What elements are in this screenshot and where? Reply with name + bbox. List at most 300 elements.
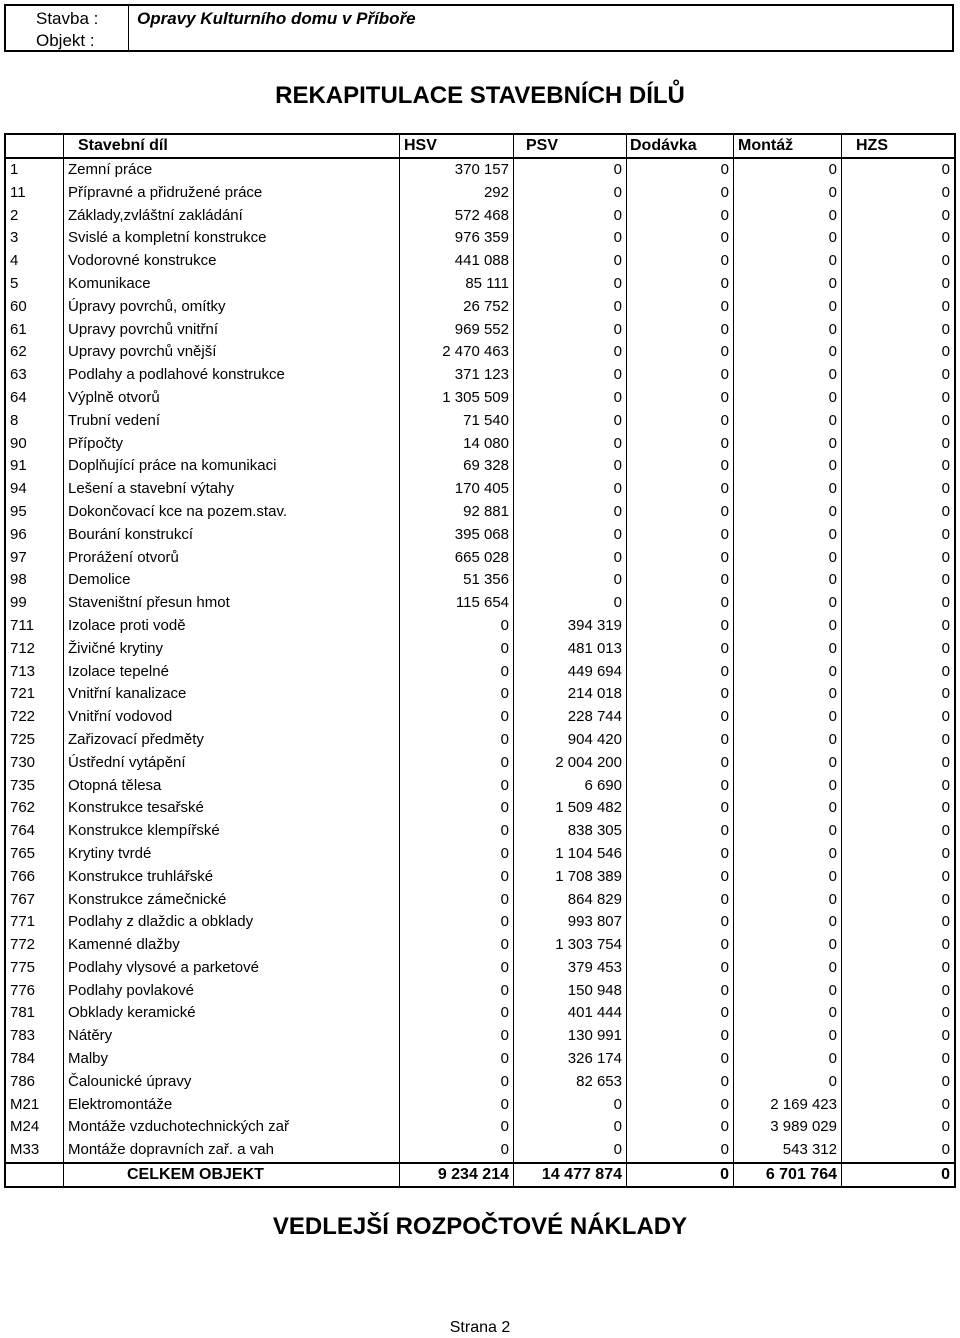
row-hzs: 0 <box>941 343 950 361</box>
row-montaz: 0 <box>734 273 842 296</box>
row-dodavka: 0 <box>627 638 734 661</box>
row-psv: 481 013 <box>514 638 627 661</box>
row-psv: 0 <box>514 455 627 478</box>
row-psv: 1 708 389 <box>514 866 627 889</box>
row-hsv: 292 <box>400 182 514 205</box>
row-montaz: 0 <box>734 387 842 410</box>
row-dodavka: 0 <box>627 729 734 752</box>
row-name: Izolace proti vodě <box>64 615 400 638</box>
row-hzs: 0 <box>941 571 950 589</box>
row-hsv: 665 028 <box>400 547 514 570</box>
table-row <box>6 319 954 342</box>
recap-table <box>4 133 956 1188</box>
row-montaz: 0 <box>734 638 842 661</box>
row-hzs: 0 <box>941 1050 950 1068</box>
row-name: Staveništní přesun hmot <box>64 592 400 615</box>
row-code: 97 <box>6 547 64 570</box>
table-row <box>6 592 954 615</box>
row-dodavka: 0 <box>627 1071 734 1094</box>
row-psv: 0 <box>514 592 627 615</box>
table-row <box>6 341 954 364</box>
row-psv: 214 018 <box>514 683 627 706</box>
row-montaz: 0 <box>734 820 842 843</box>
table-row <box>6 501 954 524</box>
col-montaz: Montáž <box>734 135 842 157</box>
total-row <box>6 1162 954 1186</box>
row-code: 2 <box>6 205 64 228</box>
row-code: 781 <box>6 1002 64 1025</box>
row-psv: 394 319 <box>514 615 627 638</box>
row-code: 8 <box>6 410 64 433</box>
row-hzs: 0 <box>941 1004 950 1022</box>
row-hsv: 51 356 <box>400 569 514 592</box>
row-montaz: 0 <box>734 752 842 775</box>
row-name: Konstrukce truhlářské <box>64 866 400 889</box>
row-code: 96 <box>6 524 64 547</box>
row-dodavka: 0 <box>627 934 734 957</box>
row-psv: 0 <box>514 159 627 182</box>
row-name: Doplňující práce na komunikaci <box>64 455 400 478</box>
row-hsv: 0 <box>400 683 514 706</box>
row-dodavka: 0 <box>627 227 734 250</box>
row-code: 713 <box>6 661 64 684</box>
table-row <box>6 775 954 798</box>
row-montaz: 3 989 029 <box>734 1116 842 1139</box>
row-psv: 0 <box>514 501 627 524</box>
row-hzs: 0 <box>941 161 950 178</box>
row-hzs: 0 <box>941 799 950 817</box>
total-code <box>6 1164 64 1186</box>
table-row <box>6 911 954 934</box>
row-psv: 864 829 <box>514 889 627 912</box>
table-row <box>6 433 954 456</box>
row-dodavka: 0 <box>627 843 734 866</box>
row-dodavka: 0 <box>627 387 734 410</box>
row-name: Upravy povrchů vnější <box>64 341 400 364</box>
row-dodavka: 0 <box>627 410 734 433</box>
row-dodavka: 0 <box>627 205 734 228</box>
row-code: 91 <box>6 455 64 478</box>
row-psv: 0 <box>514 227 627 250</box>
row-dodavka: 0 <box>627 364 734 387</box>
row-dodavka: 0 <box>627 547 734 570</box>
row-psv: 0 <box>514 1116 627 1139</box>
row-hzs: 0 <box>941 548 950 566</box>
row-hsv: 0 <box>400 797 514 820</box>
row-psv: 1 104 546 <box>514 843 627 866</box>
row-psv: 1 509 482 <box>514 797 627 820</box>
row-hsv: 0 <box>400 752 514 775</box>
row-montaz: 0 <box>734 341 842 364</box>
row-name: Ústřední vytápění <box>64 752 400 775</box>
table-row <box>6 364 954 387</box>
row-psv: 838 305 <box>514 820 627 843</box>
row-hsv: 0 <box>400 1002 514 1025</box>
row-dodavka: 0 <box>627 1139 734 1162</box>
row-dodavka: 0 <box>627 889 734 912</box>
row-name: Konstrukce klempířské <box>64 820 400 843</box>
row-code: 63 <box>6 364 64 387</box>
row-name: Zařizovací předměty <box>64 729 400 752</box>
row-montaz: 0 <box>734 706 842 729</box>
row-code: 1 <box>6 159 64 182</box>
row-psv: 0 <box>514 296 627 319</box>
row-dodavka: 0 <box>627 866 734 889</box>
row-hzs: 0 <box>941 616 950 634</box>
row-name: Vodorovné konstrukce <box>64 250 400 273</box>
row-dodavka: 0 <box>627 752 734 775</box>
row-montaz: 0 <box>734 592 842 615</box>
row-psv: 0 <box>514 250 627 273</box>
row-dodavka: 0 <box>627 957 734 980</box>
row-dodavka: 0 <box>627 455 734 478</box>
table-row <box>6 1071 954 1094</box>
row-montaz: 0 <box>734 615 842 638</box>
row-name: Živičné krytiny <box>64 638 400 661</box>
table-row <box>6 250 954 273</box>
row-hzs: 0 <box>941 936 950 954</box>
total-hzs: 0 <box>941 1166 950 1184</box>
row-hsv: 0 <box>400 911 514 934</box>
row-name: Obklady keramické <box>64 1002 400 1025</box>
row-name: Malby <box>64 1048 400 1071</box>
table-row <box>6 1094 954 1117</box>
row-hzs: 0 <box>941 229 950 247</box>
row-dodavka: 0 <box>627 661 734 684</box>
row-code: 735 <box>6 775 64 798</box>
row-psv: 379 453 <box>514 957 627 980</box>
table-row <box>6 273 954 296</box>
row-montaz: 0 <box>734 683 842 706</box>
row-hzs: 0 <box>941 297 950 315</box>
row-code: 90 <box>6 433 64 456</box>
row-hzs: 0 <box>941 753 950 771</box>
row-name: Svislé a kompletní konstrukce <box>64 227 400 250</box>
row-name: Izolace tepelné <box>64 661 400 684</box>
col-dil: Stavební díl <box>64 135 400 157</box>
row-psv: 150 948 <box>514 980 627 1003</box>
row-hsv: 85 111 <box>400 273 514 296</box>
row-psv: 130 991 <box>514 1025 627 1048</box>
section-title: VEDLEJŠÍ ROZPOČTOVÉ NÁKLADY <box>272 1213 688 1240</box>
row-code: 784 <box>6 1048 64 1071</box>
row-psv: 0 <box>514 319 627 342</box>
row-name: Krytiny tvrdé <box>64 843 400 866</box>
row-hzs: 0 <box>941 1141 950 1159</box>
row-hsv: 976 359 <box>400 227 514 250</box>
row-hzs: 0 <box>941 662 950 680</box>
table-row <box>6 615 954 638</box>
row-montaz: 0 <box>734 1048 842 1071</box>
row-name: Podlahy z dlaždic a obklady <box>64 911 400 934</box>
row-code: 99 <box>6 592 64 615</box>
row-psv: 0 <box>514 433 627 456</box>
row-montaz: 0 <box>734 797 842 820</box>
row-name: Úpravy povrchů, omítky <box>64 296 400 319</box>
table-row <box>6 638 954 661</box>
row-montaz: 0 <box>734 729 842 752</box>
row-dodavka: 0 <box>627 911 734 934</box>
row-montaz: 0 <box>734 182 842 205</box>
row-montaz: 0 <box>734 1025 842 1048</box>
row-hsv: 0 <box>400 615 514 638</box>
row-code: 783 <box>6 1025 64 1048</box>
page-number: Strana 2 <box>449 1319 511 1336</box>
table-row <box>6 661 954 684</box>
row-hsv: 0 <box>400 661 514 684</box>
row-code: 94 <box>6 478 64 501</box>
row-hsv: 0 <box>400 1071 514 1094</box>
row-montaz: 0 <box>734 843 842 866</box>
row-code: 95 <box>6 501 64 524</box>
row-psv: 1 303 754 <box>514 934 627 957</box>
row-psv: 2 004 200 <box>514 752 627 775</box>
table-row <box>6 159 954 182</box>
table-row <box>6 683 954 706</box>
row-code: M24 <box>6 1116 64 1139</box>
table-row <box>6 387 954 410</box>
row-hsv: 0 <box>400 843 514 866</box>
table-row <box>6 980 954 1003</box>
row-montaz: 0 <box>734 569 842 592</box>
row-code: 775 <box>6 957 64 980</box>
row-montaz: 0 <box>734 433 842 456</box>
row-name: Zemní práce <box>64 159 400 182</box>
row-psv: 0 <box>514 341 627 364</box>
row-dodavka: 0 <box>627 341 734 364</box>
row-code: M21 <box>6 1094 64 1117</box>
row-dodavka: 0 <box>627 524 734 547</box>
total-hsv: 9 234 214 <box>400 1164 514 1186</box>
row-dodavka: 0 <box>627 797 734 820</box>
row-hzs: 0 <box>941 1118 950 1136</box>
row-hzs: 0 <box>941 890 950 908</box>
row-name: Elektromontáže <box>64 1094 400 1117</box>
row-hzs: 0 <box>941 594 950 612</box>
table-row <box>6 410 954 433</box>
row-code: 765 <box>6 843 64 866</box>
row-montaz: 0 <box>734 455 842 478</box>
row-montaz: 0 <box>734 661 842 684</box>
row-code: 722 <box>6 706 64 729</box>
row-name: Prorážení otvorů <box>64 547 400 570</box>
table-row <box>6 205 954 228</box>
row-hzs: 0 <box>941 480 950 498</box>
row-psv: 0 <box>514 478 627 501</box>
row-dodavka: 0 <box>627 615 734 638</box>
table-row <box>6 1139 954 1162</box>
row-psv: 228 744 <box>514 706 627 729</box>
row-psv: 0 <box>514 182 627 205</box>
row-psv: 82 653 <box>514 1071 627 1094</box>
row-name: Lešení a stavební výtahy <box>64 478 400 501</box>
row-montaz: 0 <box>734 1002 842 1025</box>
row-hzs: 0 <box>941 1095 950 1113</box>
col-psv: PSV <box>514 135 627 157</box>
table-row <box>6 1025 954 1048</box>
row-code: 711 <box>6 615 64 638</box>
row-hsv: 14 080 <box>400 433 514 456</box>
row-hzs: 0 <box>941 320 950 338</box>
table-row <box>6 889 954 912</box>
row-code: 771 <box>6 911 64 934</box>
table-row <box>6 524 954 547</box>
row-psv: 0 <box>514 547 627 570</box>
row-hzs: 0 <box>941 776 950 794</box>
table-row <box>6 569 954 592</box>
row-hsv: 0 <box>400 980 514 1003</box>
row-code: 766 <box>6 866 64 889</box>
row-hsv: 0 <box>400 706 514 729</box>
row-hzs: 0 <box>941 525 950 543</box>
row-code: 764 <box>6 820 64 843</box>
row-name: Vnitřní kanalizace <box>64 683 400 706</box>
row-code: 730 <box>6 752 64 775</box>
row-hzs: 0 <box>941 366 950 384</box>
row-name: Montáže dopravních zař. a vah <box>64 1139 400 1162</box>
row-hzs: 0 <box>941 685 950 703</box>
row-psv: 326 174 <box>514 1048 627 1071</box>
row-hzs: 0 <box>941 1027 950 1045</box>
row-hzs: 0 <box>941 730 950 748</box>
row-dodavka: 0 <box>627 706 734 729</box>
table-row <box>6 296 954 319</box>
row-montaz: 2 169 423 <box>734 1094 842 1117</box>
header-labels <box>6 6 129 50</box>
row-hsv: 0 <box>400 1048 514 1071</box>
row-dodavka: 0 <box>627 980 734 1003</box>
row-dodavka: 0 <box>627 319 734 342</box>
row-montaz: 0 <box>734 296 842 319</box>
row-montaz: 0 <box>734 478 842 501</box>
row-code: 98 <box>6 569 64 592</box>
row-hzs: 0 <box>941 502 950 520</box>
row-montaz: 0 <box>734 159 842 182</box>
row-hsv: 370 157 <box>400 159 514 182</box>
objekt-label: Objekt : <box>36 31 95 50</box>
row-dodavka: 0 <box>627 1116 734 1139</box>
table-row <box>6 866 954 889</box>
row-montaz: 0 <box>734 934 842 957</box>
row-name: Podlahy povlakové <box>64 980 400 1003</box>
row-name: Montáže vzduchotechnických zař <box>64 1116 400 1139</box>
row-name: Komunikace <box>64 273 400 296</box>
row-montaz: 0 <box>734 410 842 433</box>
row-montaz: 0 <box>734 775 842 798</box>
total-psv: 14 477 874 <box>514 1164 627 1186</box>
table-row <box>6 1116 954 1139</box>
row-montaz: 0 <box>734 1071 842 1094</box>
stavba-value: Opravy Kulturního domu v Příboře <box>137 9 416 28</box>
table-body <box>6 159 954 1162</box>
table-row <box>6 227 954 250</box>
row-code: M33 <box>6 1139 64 1162</box>
table-row <box>6 752 954 775</box>
row-name: Konstrukce tesařské <box>64 797 400 820</box>
row-hsv: 170 405 <box>400 478 514 501</box>
header-box <box>4 4 954 52</box>
row-dodavka: 0 <box>627 1094 734 1117</box>
row-hsv: 0 <box>400 1139 514 1162</box>
total-montaz: 6 701 764 <box>734 1164 842 1186</box>
row-hzs: 0 <box>941 913 950 931</box>
row-code: 4 <box>6 250 64 273</box>
page-title: REKAPITULACE STAVEBNÍCH DÍLŮ <box>275 82 685 109</box>
row-hsv: 0 <box>400 1094 514 1117</box>
row-hsv: 441 088 <box>400 250 514 273</box>
table-row <box>6 706 954 729</box>
row-code: 786 <box>6 1071 64 1094</box>
row-psv: 0 <box>514 524 627 547</box>
row-code: 776 <box>6 980 64 1003</box>
row-hzs: 0 <box>941 252 950 270</box>
row-name: Přípravné a přidružené práce <box>64 182 400 205</box>
row-dodavka: 0 <box>627 478 734 501</box>
row-code: 767 <box>6 889 64 912</box>
row-code: 5 <box>6 273 64 296</box>
row-psv: 0 <box>514 205 627 228</box>
row-name: Základy,zvláštní zakládání <box>64 205 400 228</box>
row-code: 762 <box>6 797 64 820</box>
row-hsv: 0 <box>400 1116 514 1139</box>
row-code: 62 <box>6 341 64 364</box>
table-row <box>6 797 954 820</box>
row-montaz: 0 <box>734 501 842 524</box>
row-hzs: 0 <box>941 1072 950 1090</box>
row-montaz: 0 <box>734 957 842 980</box>
row-psv: 0 <box>514 1094 627 1117</box>
row-hsv: 0 <box>400 957 514 980</box>
row-name: Podlahy a podlahové konstrukce <box>64 364 400 387</box>
row-name: Podlahy vlysové a parketové <box>64 957 400 980</box>
row-dodavka: 0 <box>627 1048 734 1071</box>
row-hsv: 0 <box>400 820 514 843</box>
row-montaz: 0 <box>734 889 842 912</box>
row-montaz: 0 <box>734 547 842 570</box>
row-dodavka: 0 <box>627 182 734 205</box>
row-code: 712 <box>6 638 64 661</box>
row-code: 11 <box>6 182 64 205</box>
row-hzs: 0 <box>941 411 950 429</box>
row-psv: 401 444 <box>514 1002 627 1025</box>
row-hsv: 0 <box>400 638 514 661</box>
table-row <box>6 729 954 752</box>
row-dodavka: 0 <box>627 273 734 296</box>
row-psv: 993 807 <box>514 911 627 934</box>
row-psv: 904 420 <box>514 729 627 752</box>
row-dodavka: 0 <box>627 569 734 592</box>
row-montaz: 0 <box>734 205 842 228</box>
row-dodavka: 0 <box>627 296 734 319</box>
row-name: Kamenné dlažby <box>64 934 400 957</box>
row-montaz: 0 <box>734 524 842 547</box>
table-row <box>6 455 954 478</box>
row-dodavka: 0 <box>627 820 734 843</box>
row-hsv: 26 752 <box>400 296 514 319</box>
row-hzs: 0 <box>941 434 950 452</box>
row-name: Výplně otvorů <box>64 387 400 410</box>
row-hsv: 0 <box>400 866 514 889</box>
row-hsv: 92 881 <box>400 501 514 524</box>
row-hsv: 71 540 <box>400 410 514 433</box>
row-hzs: 0 <box>941 274 950 292</box>
row-name: Dokončovací kce na pozem.stav. <box>64 501 400 524</box>
total-label: CELKEM OBJEKT <box>64 1164 400 1186</box>
row-hsv: 371 123 <box>400 364 514 387</box>
table-row <box>6 957 954 980</box>
row-hsv: 2 470 463 <box>400 341 514 364</box>
row-hzs: 0 <box>941 708 950 726</box>
